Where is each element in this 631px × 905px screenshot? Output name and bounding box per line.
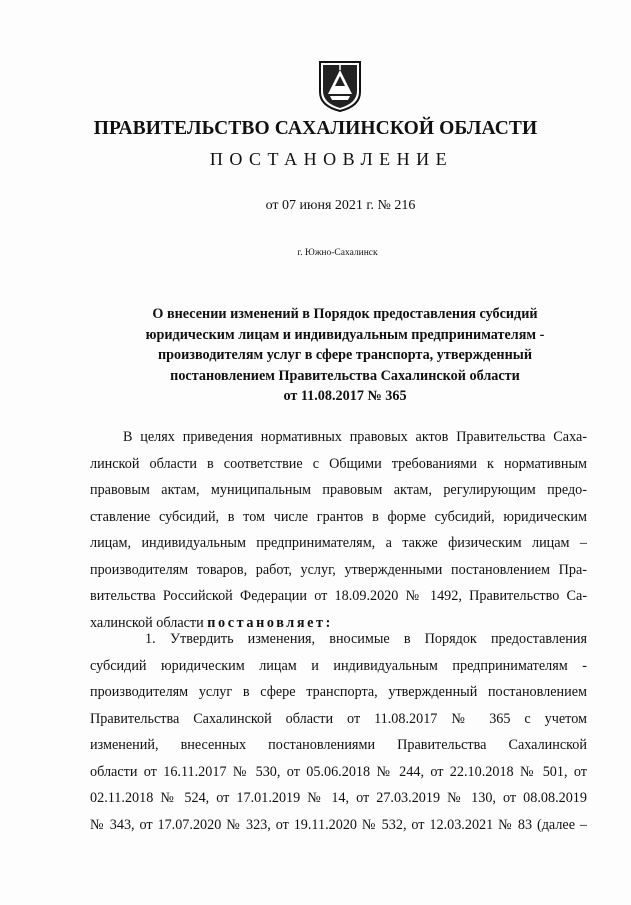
paragraph-line: лицам, индивидуальным предпринимателям, а также физическим лицам –: [90, 535, 587, 551]
document-type: ПОСТАНОВЛЕНИЕ: [209, 149, 454, 169]
coat-of-arms-icon: [318, 60, 362, 112]
resolve-word: постановляет:: [207, 614, 333, 631]
paragraph-text: Утвердить изменения, вносимые в Порядок предоставления: [170, 631, 587, 647]
subject-line: О внесении изменений в Порядок предоставления субсидий: [152, 306, 538, 322]
document-date-number: от 07 июня 2021 г. № 216: [265, 198, 416, 213]
subject-line: постановлением Правительства Сахалинской области: [170, 367, 520, 384]
paragraph-line: области от 16.11.2017 № 530, от 05.06.2018 № 244, от 22.10.2018 № 501, от: [90, 763, 587, 780]
paragraph-line: В целях приведения нормативных правовых актов Правительства Саха-: [123, 429, 587, 445]
item-1-paragraph: [90, 626, 587, 838]
item-number: 1.: [145, 631, 156, 647]
paragraph-line: правовым актам, муниципальным правовым актам, регулирующим предо-: [90, 482, 587, 498]
subject-line: производителям услуг в сфере транспорта, утвержденный: [157, 347, 533, 363]
paragraph-line: 02.11.2018 № 524, от 17.01.2019 № 14, от 27.03.2019 № 130, от 08.08.2019: [90, 790, 587, 806]
paragraph-line: линской области в соответствие с Общими требованиями к нормативным: [90, 455, 587, 472]
paragraph-line: вительства Российской Федерации от 18.09.2020 № 1492, Правительство Са-: [90, 588, 587, 604]
paragraph-line: субсидий юридическим лицам и индивидуальным предпринимателям -: [90, 657, 587, 674]
paragraph-line: ставление субсидий, в том числе грантов в форме субсидий, юридическим: [90, 508, 587, 525]
preamble-paragraph: [90, 424, 587, 636]
subject-line: от 11.08.2017 № 365: [283, 388, 407, 404]
paragraph-line: производителям услуг в сфере транспорта, утвержденный постановлением: [90, 684, 587, 700]
document-city: г. Южно-Сахалинск: [297, 248, 378, 258]
paragraph-line: Правительства Сахалинской области от 11.08.2017 № 365 с учетом: [90, 710, 587, 727]
government-title: ПРАВИТЕЛЬСТВО САХАЛИНСКОЙ ОБЛАСТИ: [93, 118, 538, 139]
paragraph-line: [90, 626, 587, 653]
paragraph-line: № 343, от 17.07.2020 № 323, от 19.11.2020 № 532, от 12.03.2021 № 83 (далее –: [90, 816, 587, 833]
paragraph-line: производителям товаров, работ, услуг, утвержденными постановлением Пра-: [90, 561, 587, 578]
subject-line: юридическим лицам и индивидуальным предпринимателям -: [145, 326, 545, 343]
paragraph-text: халинской области: [90, 614, 208, 631]
document-subject: [110, 304, 580, 407]
paragraph-line: изменений, внесенных постановлениями Правительства Сахалинской: [90, 737, 587, 753]
